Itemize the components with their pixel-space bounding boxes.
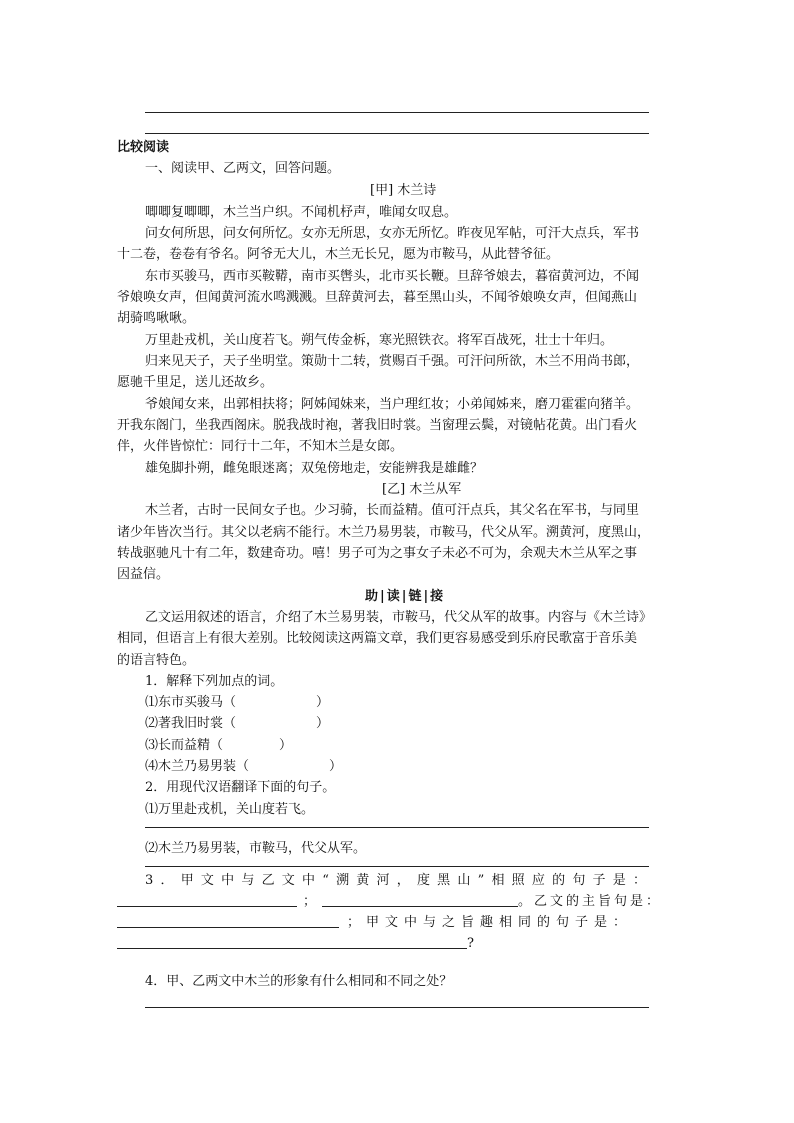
q1-item bbox=[145, 692, 329, 713]
q3-answer-blank[interactable] bbox=[322, 893, 518, 907]
link-line: 乙文运用叙述的语言，介绍了木兰易男装，市鞍马，代父从军的故事。内容与《木兰诗》 bbox=[145, 610, 653, 625]
jia-line: 愿驰千里足，送儿还故乡。 bbox=[117, 375, 274, 390]
q1-item-close: ） bbox=[329, 759, 343, 774]
jia-line: 万里赴戎机，关山度若飞。朔气传金柝，寒光照铁衣。将军百战死，壮士十年归。 bbox=[145, 333, 614, 348]
jia-line: 伴，火伴皆惊忙：同行十二年，不知木兰是女郎。 bbox=[117, 439, 404, 454]
q1-item bbox=[145, 713, 329, 734]
answer-line bbox=[145, 133, 649, 134]
q1-item-label: ⑶长而益精（ bbox=[145, 738, 224, 753]
section-title: 比较阅读 bbox=[117, 140, 170, 155]
q3-line1: 3．甲文中与乙文中“溯黄河，度黑山”相照应的句子是： bbox=[145, 873, 649, 888]
q2-answer-line[interactable] bbox=[145, 866, 649, 867]
q1-item bbox=[145, 735, 292, 756]
q1-answer-blank[interactable] bbox=[223, 738, 279, 751]
link-line: 的语言特色。 bbox=[117, 653, 196, 668]
q1-item-label: ⑴东市买骏马（ bbox=[145, 695, 237, 710]
yi-title: [乙] 木兰从军 bbox=[382, 482, 462, 497]
q1-item-close: ） bbox=[316, 716, 330, 731]
instruction: 一、阅读甲、乙两文，回答问题。 bbox=[145, 161, 341, 176]
q3-mid3: ；甲文中与之旨趣相同的句子是： bbox=[347, 915, 633, 930]
q1-item-close: ） bbox=[316, 695, 330, 710]
jia-line: 开我东阁门，坐我西阁床。脱我战时袍，著我旧时裳。当窗理云鬓，对镜帖花黄。出门看火 bbox=[117, 418, 638, 433]
q4-answer-line[interactable] bbox=[145, 1007, 649, 1008]
q2-answer-line[interactable] bbox=[145, 827, 649, 828]
q3-answer-blank[interactable] bbox=[117, 893, 297, 907]
jia-line: 问女何所思，问女何所忆。女亦无所思，女亦无所忆。昨夜见军帖，可汗大点兵，军书 bbox=[145, 226, 640, 241]
q1-title: 1．解释下列加点的词。 bbox=[145, 674, 284, 689]
jia-line: 归来见天子，天子坐明堂。策勋十二转，赏赐百千强。可汗问所欲，木兰不用尚书郎， bbox=[145, 354, 640, 369]
jia-line: 爷娘闻女来，出郭相扶将；阿姊闻妹来，当户理红妆；小弟闻姊来，磨刀霍霍向猪羊。 bbox=[145, 397, 640, 412]
jia-line: 胡骑鸣啾啾。 bbox=[117, 311, 196, 326]
q1-answer-blank[interactable] bbox=[236, 716, 316, 729]
q3-sep: ； bbox=[303, 894, 317, 909]
q2-item: ⑴万里赴戎机，关山度若飞。 bbox=[145, 802, 315, 817]
jia-title: [甲] 木兰诗 bbox=[370, 183, 437, 198]
q1-item-label: ⑵著我旧时裳（ bbox=[145, 716, 237, 731]
q2-title: 2．用现代汉语翻译下面的句子。 bbox=[145, 780, 336, 795]
q2-item: ⑵木兰乃易男装，市鞍马，代父从军。 bbox=[145, 841, 367, 856]
jia-line: 十二卷，卷卷有爷名。阿爷无大儿，木兰无长兄，愿为市鞍马，从此替爷征。 bbox=[117, 247, 560, 262]
jia-line: 雄兔脚扑朔，雌兔眼迷离；双兔傍地走，安能辨我是雄雌？ bbox=[145, 461, 484, 476]
q4-title: 4．甲、乙两文中木兰的形象有什么相同和不同之处？ bbox=[145, 974, 453, 989]
jia-line: 爷娘唤女声，但闻黄河流水鸣溅溅。旦辞黄河去，暮至黑山头，不闻爷娘唤女声，但闻燕山 bbox=[117, 290, 638, 305]
link-line: 相同，但语言上有很大差别。比较阅读这两篇文章，我们更容易感受到乐府民歌富于音乐美 bbox=[117, 631, 638, 646]
jia-line: 东市买骏马，西市买鞍鞯，南市买辔头，北市买长鞭。旦辞爷娘去，暮宿黄河边，不闻 bbox=[145, 269, 640, 284]
yi-line: 转战驱驰凡十有二年，数建奇功。嘻！男子可为之事女子未必不可为，余观夫木兰从军之事 bbox=[117, 546, 638, 561]
q3-line3 bbox=[117, 912, 632, 933]
q1-item bbox=[145, 756, 342, 777]
q1-item-close: ） bbox=[279, 738, 293, 753]
q3-answer-blank[interactable] bbox=[117, 914, 339, 928]
answer-line bbox=[145, 112, 649, 113]
q3-end: ? bbox=[467, 936, 474, 951]
q3-mid2: 。乙文的主旨句是： bbox=[518, 894, 663, 909]
link-title: 助|读|链|接 bbox=[365, 589, 446, 604]
jia-line: 唧唧复唧唧，木兰当户织。不闻机杼声，唯闻女叹息。 bbox=[145, 205, 458, 220]
q1-item-label: ⑷木兰乃易男装（ bbox=[145, 759, 250, 774]
q3-line4 bbox=[117, 933, 474, 954]
q1-answer-blank[interactable] bbox=[249, 759, 329, 772]
yi-line: 木兰者，古时一民间女子也。少习骑，长而益精。值可汗点兵，其父名在军书，与同里 bbox=[145, 503, 640, 518]
yi-line: 因益信。 bbox=[117, 567, 170, 582]
q3-answer-blank[interactable] bbox=[117, 935, 467, 949]
yi-line: 诸少年皆次当行。其父以老病不能行。木兰乃易男装，市鞍马，代父从军。溯黄河，度黑山， bbox=[117, 525, 651, 540]
q3-line2 bbox=[117, 891, 662, 912]
q1-answer-blank[interactable] bbox=[236, 695, 316, 708]
